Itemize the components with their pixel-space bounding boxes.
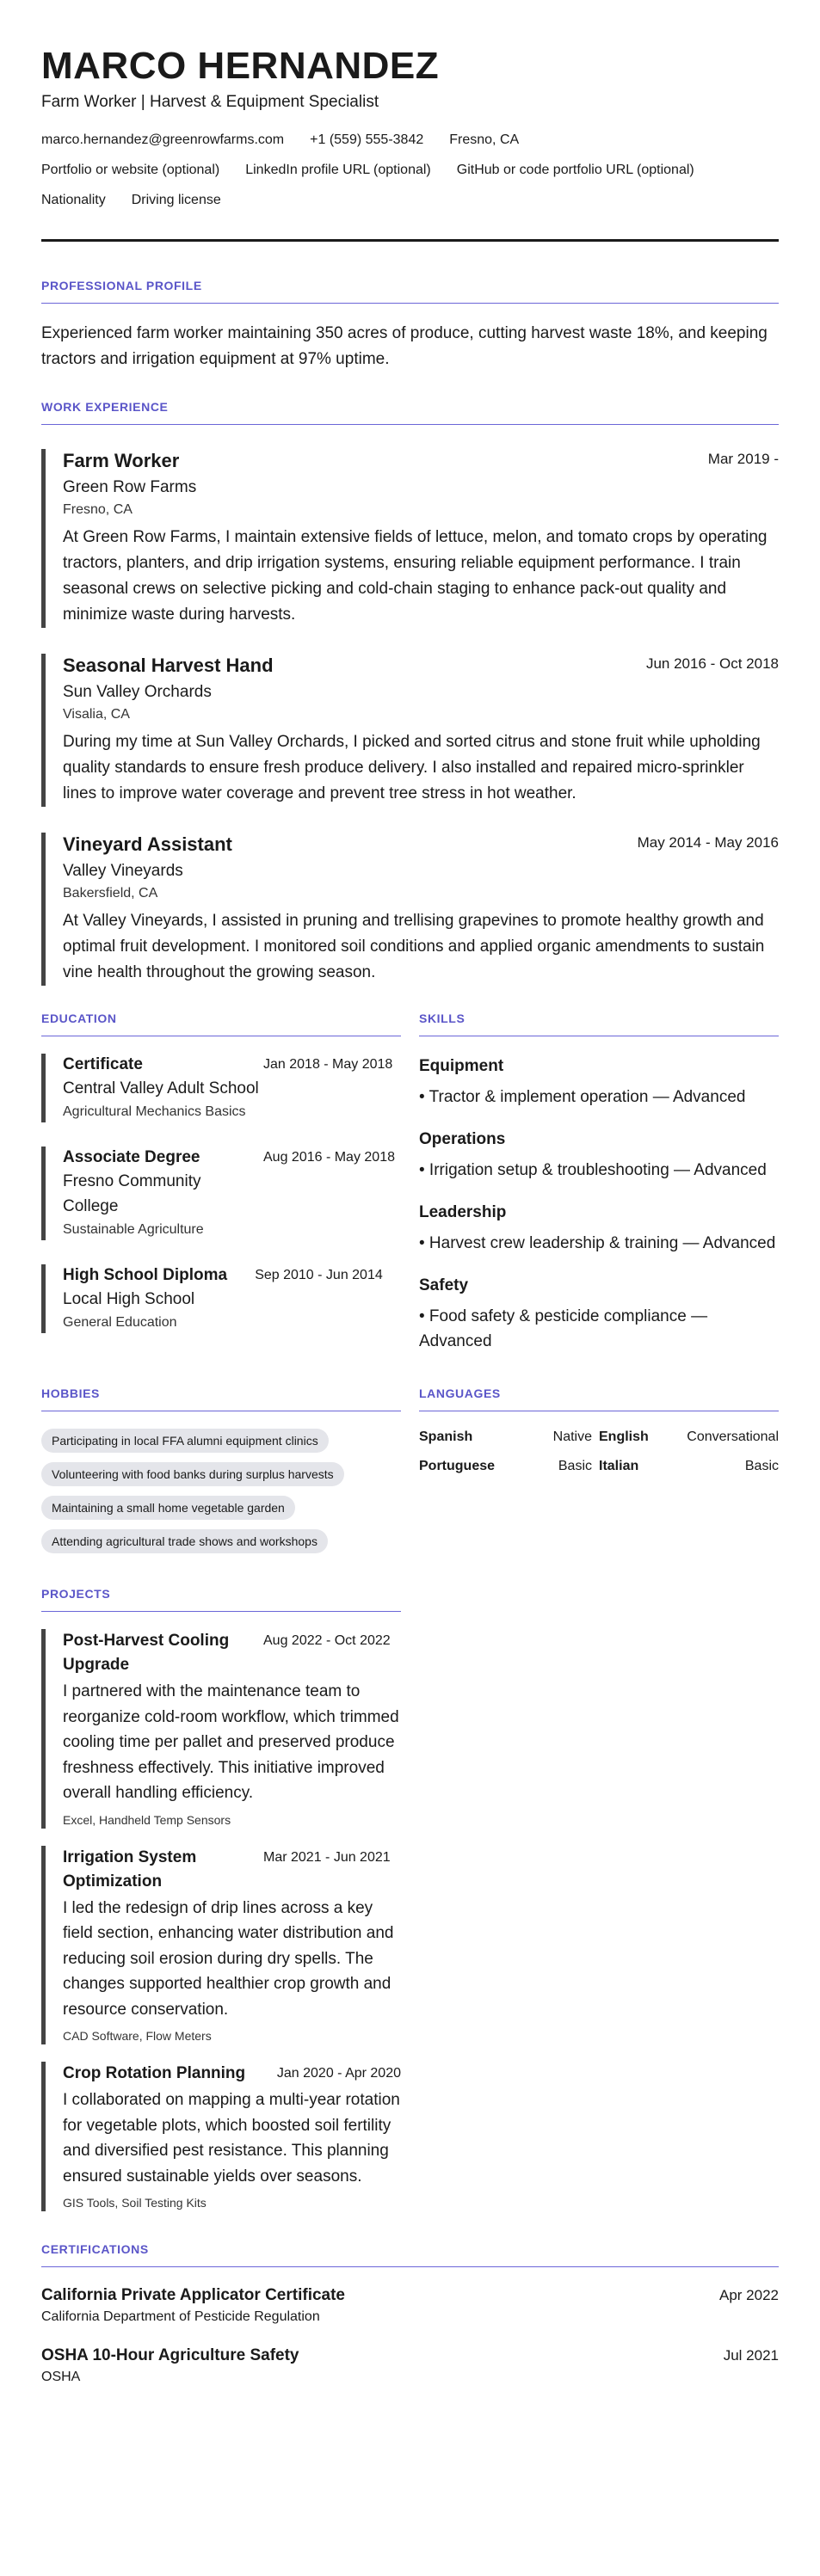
field-of-study: General Education — [63, 1315, 177, 1330]
field-of-study: Agricultural Mechanics Basics — [63, 1104, 246, 1119]
hobby-chip: Participating in local FFA alumni equipment clinics — [41, 1429, 329, 1453]
language-level: Conversational — [687, 1429, 779, 1444]
resume-header — [41, 43, 779, 242]
education-dates: Sep 2010 - Jun 2014 — [255, 1268, 383, 1282]
project-title: Irrigation System Optimization — [63, 1847, 197, 1891]
education-dates: Jan 2018 - May 2018 — [263, 1057, 393, 1072]
certification-name: OSHA 10-Hour Agriculture Safety — [41, 2346, 299, 2364]
certification-entry — [41, 2345, 779, 2388]
degree-title: Certificate — [63, 1055, 143, 1073]
job-dates: Jun 2016 - Oct 2018 — [645, 655, 779, 672]
contact-driving-license: Driving license — [131, 193, 221, 207]
section-title-profile: PROFESSIONAL PROFILE — [41, 279, 779, 304]
skill-item: • Irrigation setup & troubleshooting — Advanced — [419, 1161, 767, 1179]
contact-portfolio[interactable]: Portfolio or website (optional) — [41, 163, 220, 177]
skill-group — [419, 1055, 779, 1110]
language-name: Spanish — [419, 1429, 473, 1444]
skill-group — [419, 1128, 779, 1183]
skill-category: Operations — [419, 1130, 506, 1148]
job-title: Vineyard Assistant — [63, 833, 232, 855]
job-dates: Mar 2019 - — [707, 451, 779, 467]
education-dates: Aug 2016 - May 2018 — [263, 1150, 395, 1165]
skill-item: • Food safety & pesticide compliance — Advanced — [419, 1307, 708, 1350]
section-title-hobbies: HOBBIES — [41, 1386, 401, 1411]
job-location: Bakersfield, CA — [63, 886, 158, 901]
job-description: During my time at Sun Valley Orchards, I picked and sorted citrus and stone fruit while upholding quality standards to ensure fresh produce delivery. I also installed and repaired micro-sprinkler lines to improve water coverage and prevent tree stress in hot weather. — [63, 733, 761, 802]
job-company: Valley Vineyards — [63, 862, 183, 880]
contact-github[interactable]: GitHub or code portfolio URL (optional) — [456, 163, 694, 177]
project-description: I collaborated on mapping a multi-year rotation for vegetable plots, which boosted soil fertility and diversified pest resistance. This planning ensured sustainable yields over seasons. — [63, 2091, 400, 2186]
job-title: Farm Worker — [63, 450, 180, 471]
profile-summary: Experienced farm worker maintaining 350 acres of produce, cutting harvest waste 18%, and keeping tractors and irrigation equipment at 97% uptime. — [41, 324, 768, 368]
hobbies-column — [41, 1386, 401, 1563]
project-tools: CAD Software, Flow Meters — [63, 2029, 212, 2043]
certification-issuer: California Department of Pesticide Regulation — [41, 2309, 320, 2324]
language-level: Basic — [558, 1459, 592, 1473]
certification-issuer: OSHA — [41, 2370, 81, 2384]
contact-nationality: Nationality — [41, 193, 106, 207]
education-column — [41, 1011, 401, 1354]
experience-entry — [41, 833, 779, 986]
project-entry — [41, 2062, 401, 2211]
project-title: Post-Harvest Cooling Upgrade — [63, 1632, 230, 1674]
language-level: Basic — [744, 1459, 779, 1473]
projects-section — [41, 1587, 401, 2211]
education-entry — [41, 1147, 401, 1240]
school-name: Fresno Community College — [63, 1172, 201, 1215]
languages-column — [419, 1386, 779, 1563]
certification-date: Jul 2021 — [723, 2347, 779, 2364]
contact-email[interactable]: marco.hernandez@greenrowfarms.com — [41, 132, 285, 147]
hobby-chip: Maintaining a small home vegetable garden — [41, 1496, 295, 1520]
skill-category: Equipment — [419, 1057, 504, 1075]
certification-date: Apr 2022 — [719, 2287, 779, 2303]
experience-entry — [41, 449, 779, 628]
hobby-chip: Volunteering with food banks during surplus harvests — [41, 1462, 344, 1486]
section-title-education: EDUCATION — [41, 1011, 401, 1036]
education-skills-row — [41, 1011, 779, 1354]
hobby-chip: Attending agricultural trade shows and workshops — [41, 1529, 328, 1553]
project-dates: Mar 2021 - Jun 2021 — [263, 1849, 391, 1865]
education-entry — [41, 1054, 401, 1122]
candidate-name: MARCO HERNANDEZ — [41, 45, 440, 87]
job-company: Green Row Farms — [63, 478, 197, 496]
language-name: Portuguese — [419, 1459, 496, 1473]
degree-title: Associate Degree — [63, 1148, 200, 1166]
skill-item: • Harvest crew leadership & training — Advanced — [419, 1234, 776, 1252]
language-name: English — [599, 1429, 649, 1444]
skill-group — [419, 1275, 779, 1354]
section-title-certifications: CERTIFICATIONS — [41, 2242, 779, 2267]
project-tools: Excel, Handheld Temp Sensors — [63, 1812, 231, 1827]
skill-category: Safety — [419, 1276, 469, 1294]
candidate-headline: Farm Worker | Harvest & Equipment Specialist — [41, 93, 379, 111]
project-description: I led the redesign of drip lines across a key field section, enhancing water distribution and reducing soil erosion during dry spells. The changes supported healthier crop growth and resource conservation. — [63, 1898, 394, 2019]
experience-entry — [41, 654, 779, 807]
skill-item: • Tractor & implement operation — Advanced — [419, 1088, 746, 1106]
hobby-list — [41, 1429, 401, 1563]
job-location: Visalia, CA — [63, 707, 130, 722]
job-company: Sun Valley Orchards — [63, 683, 212, 701]
section-title-skills: SKILLS — [419, 1011, 779, 1036]
education-entry — [41, 1264, 401, 1333]
job-location: Fresno, CA — [63, 502, 133, 517]
contact-phone[interactable]: +1 (559) 555-3842 — [310, 132, 424, 147]
job-description: At Valley Vineyards, I assisted in pruning and trellising grapevines to promote healthy growth and optimal fruit development. I monitored soil conditions and applied organic amendments to sustain vine health throughout the growing season. — [63, 912, 765, 981]
language-list — [419, 1429, 779, 1475]
section-title-work: WORK EXPERIENCE — [41, 400, 779, 425]
project-tools: GIS Tools, Soil Testing Kits — [63, 2196, 207, 2210]
language-name: Italian — [599, 1459, 639, 1473]
language-item — [419, 1458, 599, 1475]
project-title: Crop Rotation Planning — [63, 2064, 246, 2082]
language-item — [599, 1429, 779, 1446]
certification-entry — [41, 2284, 779, 2327]
project-entry — [41, 1629, 401, 1829]
contact-info — [41, 131, 779, 221]
job-title: Seasonal Harvest Hand — [63, 655, 274, 676]
language-level: Native — [552, 1429, 592, 1444]
job-dates: May 2014 - May 2016 — [637, 834, 779, 851]
section-title-projects: PROJECTS — [41, 1587, 401, 1612]
school-name: Central Valley Adult School — [63, 1079, 259, 1097]
skill-category: Leadership — [419, 1203, 507, 1221]
skill-group — [419, 1202, 779, 1256]
hobbies-languages-row — [41, 1386, 779, 1563]
project-dates: Aug 2022 - Oct 2022 — [263, 1633, 391, 1648]
section-title-languages: LANGUAGES — [419, 1386, 779, 1411]
skills-column — [419, 1011, 779, 1354]
degree-title: High School Diploma — [63, 1266, 228, 1284]
project-description: I partnered with the maintenance team to reorganize cold-room workflow, which trimmed cooling time per pallet and preserved produce freshness effectively. This initiative improved overall handling efficiency. — [63, 1682, 399, 1802]
contact-location: Fresno, CA — [449, 132, 520, 147]
field-of-study: Sustainable Agriculture — [63, 1222, 204, 1237]
contact-linkedin[interactable]: LinkedIn profile URL (optional) — [245, 163, 431, 177]
project-dates: Jan 2020 - Apr 2020 — [276, 2066, 401, 2081]
certification-name: California Private Applicator Certificate — [41, 2286, 346, 2304]
job-description: At Green Row Farms, I maintain extensive fields of lettuce, melon, and tomato crops by operating tractors, planters, and drip irrigation systems, ensuring reliable equipment performance. I train seasonal crews on selective picking and cold-chain staging to enhance pack-out quality and minimize waste during harvests. — [63, 528, 768, 624]
project-entry — [41, 1846, 401, 2045]
language-item — [599, 1458, 779, 1475]
language-item — [419, 1429, 599, 1446]
school-name: Local High School — [63, 1290, 195, 1308]
header-divider — [41, 239, 779, 242]
